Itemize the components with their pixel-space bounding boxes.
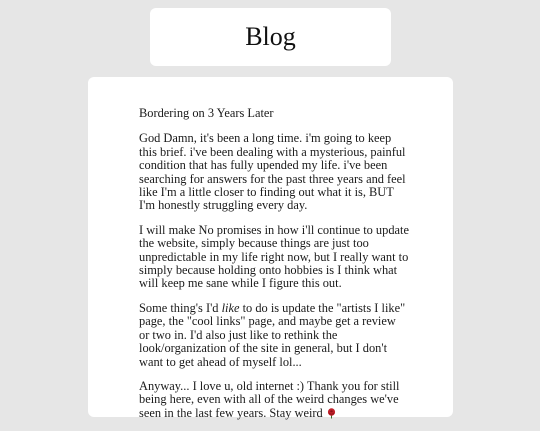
post-paragraph-2: I will make No promises in how i'll continue to update the website, simply because things are just too unpredictable in my life right now, but I really want to simply because holding onto hobbies is I think what will keep me sane while I figure this out. [139,222,409,291]
paragraph-3-text-start: Some thing's I'd [139,300,222,315]
post-title: Bordering on 3 Years Later [139,106,274,120]
post-paragraph-1: God Damn, it's been a long time. i'm going to keep this brief. i've been dealing with a mysterious, painful condition that has fully upended my life. i've been searching for answers for the past three years and feel like I'm a little closer to finding out what it is, BUT I'm honestly struggling every day. [139,131,406,213]
post-paragraph-4-text: Anyway... I love u, old internet :) Thank you for still being here, even with all of the weird changes we've seen in the last few years. Stay weird [139,378,400,420]
blog-post-card [88,77,453,420]
emphasis-like: like [221,300,240,315]
blog-post [139,107,409,431]
post-paragraph-3 [139,302,409,369]
paragraph-3-text-end: to do is update the "artists I like" page, the "cool links" page, and maybe get a review or two in. I'd also just like to rethink the look/organization of the site in general, but I don't want to get ahead of myself lol... [139,300,406,369]
post-paragraph-4 [139,380,409,420]
rose-icon [327,408,336,419]
blog-header-card [150,8,391,66]
page-title: Blog [245,22,296,51]
